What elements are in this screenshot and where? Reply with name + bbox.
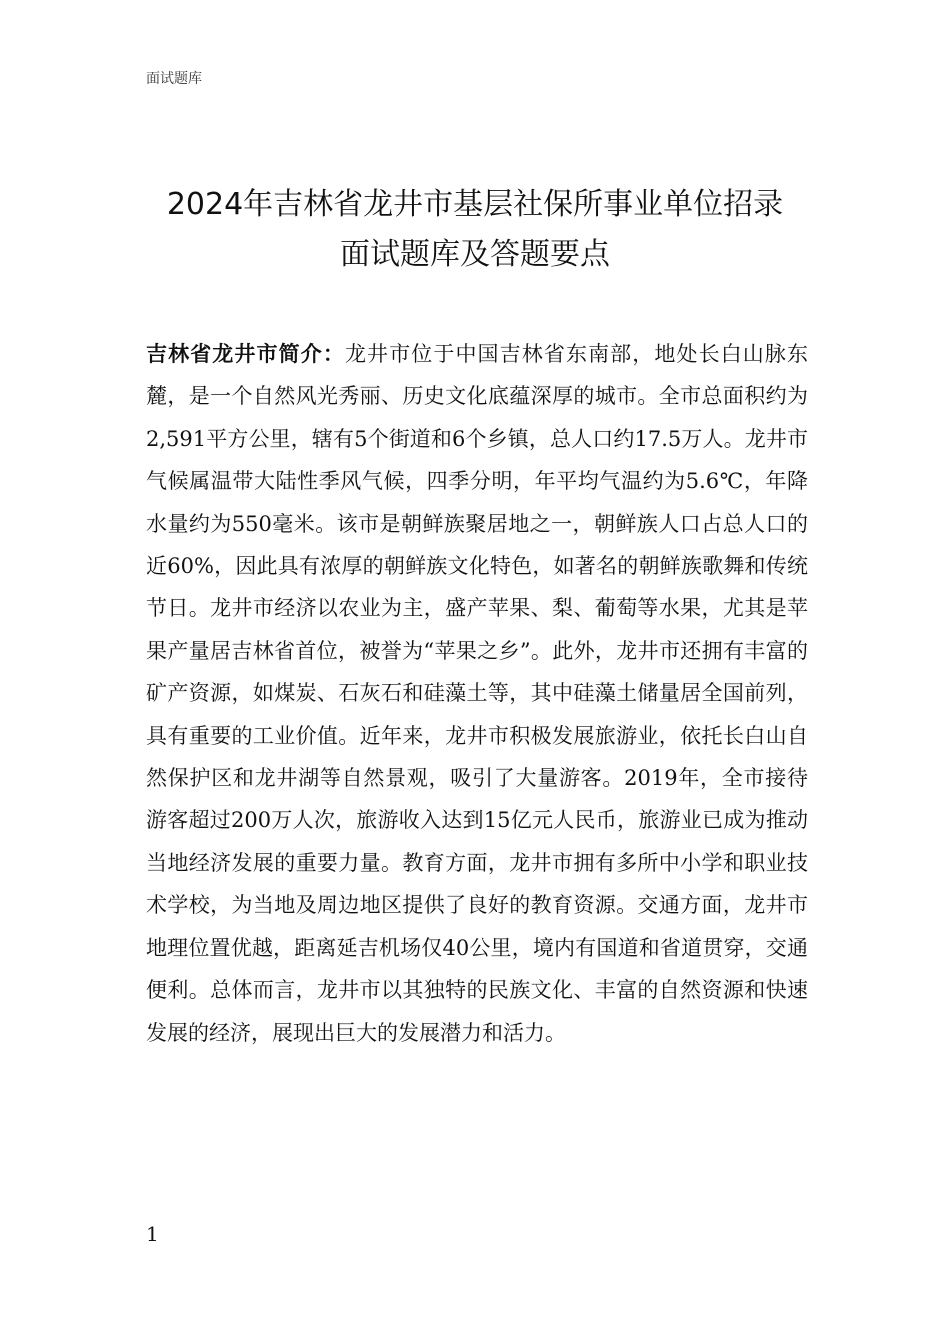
document-title (100, 180, 850, 280)
intro-paragraph (146, 333, 808, 1054)
intro-label: 吉林省龙井市简介： (146, 342, 345, 366)
page-header: 面试题库 (146, 71, 202, 87)
title-line-1: 2024年吉林省龙井市基层社保所事业单位招录 (166, 187, 784, 222)
title-line-2: 面试题库及答题要点 (340, 237, 610, 272)
intro-text: 龙井市位于中国吉林省东南部，地处长白山脉东麓，是一个自然风光秀丽、历史文化底蕴深厚的城市。全市总面积约为2,591平方公里，辖有5个街道和6个乡镇，总人口约17.5万人。龙井市气候属温带大陆性季风气候，四季分明，年平均气温约为5.6℃，年降水量约为550毫米。该市是朝鲜族聚居地之一，朝鲜族人口占总人口的近60%，因此具有浓厚的朝鲜族文化特色，如著名的朝鲜族歌舞和传统节日。龙井市经济以农业为主，盛产苹果、梨、葡萄等水果，尤其是苹果产量居吉林省首位，被誉为“苹果之乡”。此外，龙井市还拥有丰富的矿产资源，如煤炭、石灰石和硅藻土等，其中硅藻土储量居全国前列，具有重要的工业价值。近年来，龙井市积极发展旅游业，依托长白山自然保护区和龙井湖等自然景观，吸引了大量游客。2019年，全市接待游客超过200万人次，旅游收入达到15亿元人民币，旅游业已成为推动当地经济发展的重要力量。教育方面，龙井市拥有多所中小学和职业技术学校，为当地及周边地区提供了良好的教育资源。交通方面，龙井市地理位置优越，距离延吉机场仅40公里，境内有国道和省道贯穿，交通便利。总体而言，龙井市以其独特的民族文化、丰富的自然资源和快速发展的经济，展现出巨大的发展潜力和活力。 (146, 342, 809, 1045)
page-number: 1 (146, 1222, 159, 1246)
